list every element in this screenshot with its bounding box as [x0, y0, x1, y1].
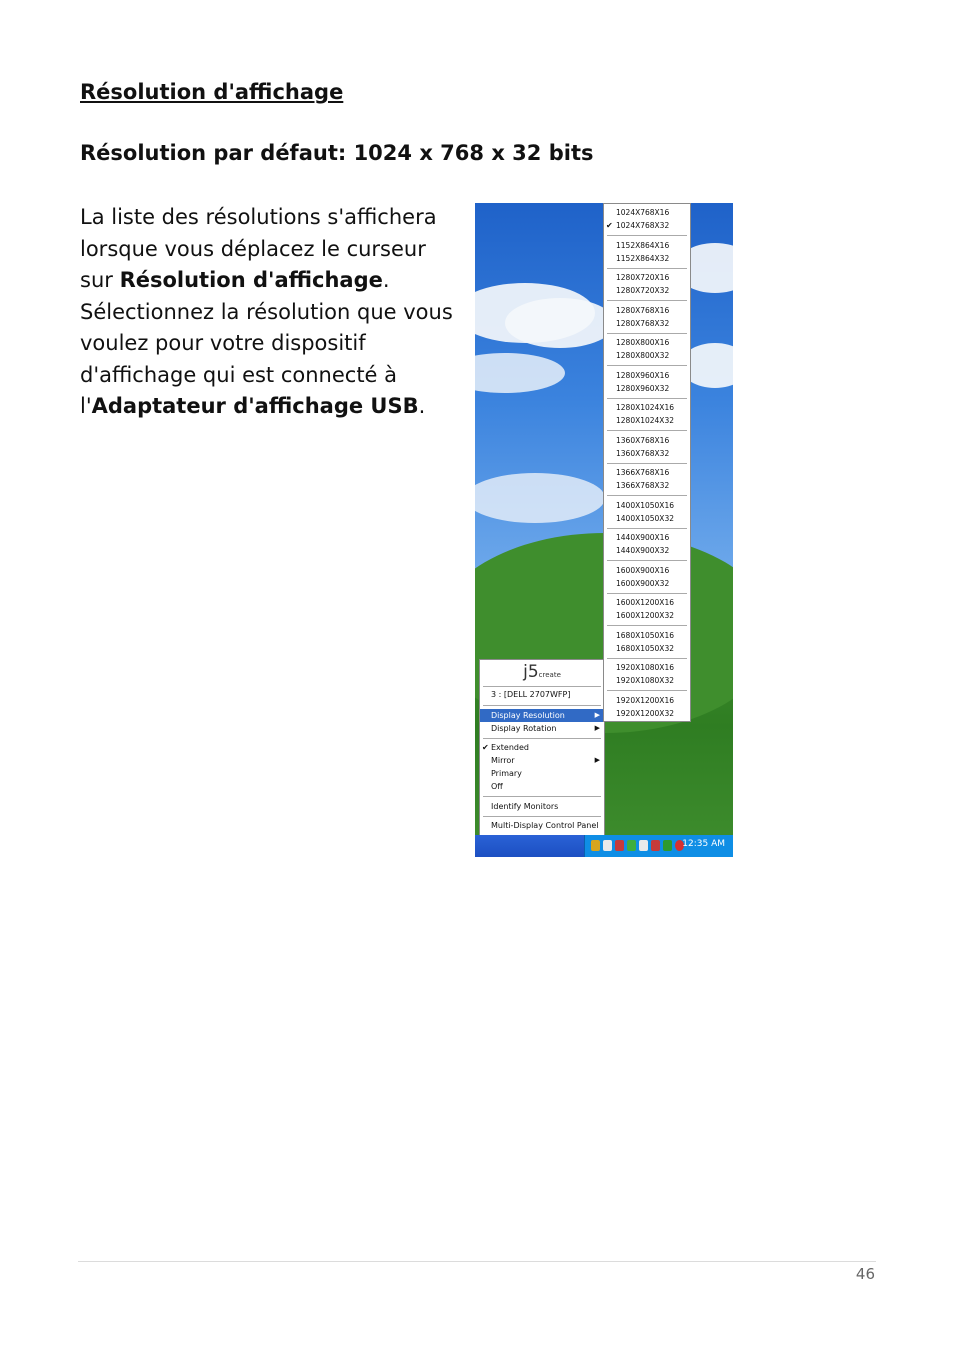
cloud — [475, 473, 605, 523]
resolution-submenu — [603, 203, 691, 722]
resolution-label: 1920X1080X16 — [616, 663, 674, 672]
submenu-separator — [607, 430, 687, 431]
submenu-separator — [607, 235, 687, 236]
resolution-option[interactable] — [604, 531, 690, 544]
resolution-label: 1280X768X16 — [616, 305, 670, 315]
resolution-option[interactable] — [604, 577, 690, 590]
resolution-option[interactable] — [604, 674, 690, 687]
submenu-separator — [607, 690, 687, 691]
j5-logo — [480, 660, 604, 686]
resolution-label: 1280X720X16 — [616, 273, 670, 282]
resolution-option[interactable] — [604, 564, 690, 577]
tray-icon[interactable] — [651, 840, 660, 851]
resolution-option[interactable] — [604, 271, 690, 284]
resolution-label: 1280X768X32 — [616, 318, 670, 328]
paragraph-text-3: . — [418, 394, 426, 418]
resolution-option[interactable] — [604, 219, 690, 232]
menu-separator — [483, 816, 601, 817]
system-tray — [584, 835, 733, 857]
resolution-option[interactable] — [604, 512, 690, 525]
submenu-separator — [607, 398, 687, 399]
resolution-label: 1920X1200X32 — [616, 708, 674, 718]
submenu-separator — [607, 658, 687, 659]
resolution-label: 1280X1024X32 — [616, 416, 674, 425]
resolution-option[interactable] — [604, 401, 690, 414]
resolution-label: 1440X900X32 — [616, 546, 670, 555]
menu-screenshot — [475, 203, 733, 857]
menu-separator — [483, 738, 601, 739]
tray-icon[interactable] — [591, 840, 600, 851]
resolution-label: 1280X800X32 — [616, 351, 670, 360]
resolution-option[interactable] — [604, 284, 690, 297]
resolution-option[interactable] — [604, 499, 690, 512]
menu-item-mirror[interactable] — [480, 754, 604, 767]
tray-icon[interactable] — [639, 840, 648, 851]
resolution-option[interactable] — [604, 382, 690, 395]
resolution-label: 1360X768X32 — [616, 448, 670, 458]
resolution-label: 1920X1200X16 — [616, 695, 674, 705]
resolution-option[interactable] — [604, 479, 690, 492]
resolution-option[interactable] — [604, 304, 690, 317]
resolution-option[interactable] — [604, 661, 690, 674]
resolution-label: 1280X1024X16 — [616, 403, 674, 412]
menu-item-off[interactable]: Off — [491, 782, 503, 791]
resolution-option[interactable] — [604, 414, 690, 427]
clock: 12:35 AM — [682, 839, 725, 849]
resolution-label: 1152X864X16 — [616, 240, 670, 250]
resolution-option[interactable] — [604, 694, 690, 707]
resolution-label: 1152X864X32 — [616, 253, 670, 263]
resolution-option[interactable] — [604, 336, 690, 349]
tray-icon[interactable] — [627, 840, 636, 851]
resolution-label: 1600X900X16 — [616, 565, 670, 575]
resolution-label: 1920X1080X32 — [616, 676, 674, 685]
resolution-label: 1280X800X16 — [616, 338, 670, 347]
resolution-option[interactable] — [604, 434, 690, 447]
resolution-option[interactable] — [604, 544, 690, 557]
resolution-label: 1440X900X16 — [616, 533, 670, 542]
paragraph-text-1: La liste des résolutions s'affichera lorsque vous déplacez le curseur sur — [80, 205, 437, 292]
resolution-option[interactable] — [604, 206, 690, 219]
tray-icon[interactable] — [663, 840, 672, 851]
paragraph-text-2: . Sélectionnez la résolution que vous voulez pour votre dispositif d'affichage qui est connecté à l' — [80, 268, 453, 418]
resolution-label: 1680X1050X16 — [616, 630, 674, 640]
paragraph-bold-1: Résolution d'affichage — [119, 268, 383, 292]
menu-item-control-panel[interactable]: Multi-Display Control Panel — [491, 821, 599, 830]
resolution-option[interactable] — [604, 369, 690, 382]
resolution-option[interactable] — [604, 317, 690, 330]
checkmark-icon: ✔ — [482, 743, 489, 752]
default-resolution-heading: Résolution par défaut: 1024 x 768 x 32 bits — [80, 141, 594, 165]
submenu-separator — [607, 463, 687, 464]
menu-item-display-rotation[interactable] — [480, 722, 604, 735]
submenu-separator — [607, 300, 687, 301]
menu-item-identify-monitors[interactable]: Identify Monitors — [491, 802, 559, 811]
logo-text: j5 — [523, 662, 539, 682]
resolution-option[interactable] — [604, 239, 690, 252]
resolution-label: 1680X1050X32 — [616, 643, 674, 653]
resolution-label: 1280X960X16 — [616, 370, 670, 380]
submenu-separator — [607, 365, 687, 366]
submenu-separator — [607, 333, 687, 334]
resolution-option[interactable] — [604, 642, 690, 655]
submenu-separator — [607, 495, 687, 496]
menu-item-label: Mirror — [491, 756, 515, 765]
resolution-label: 1360X768X16 — [616, 435, 670, 445]
checkmark-icon: ✔ — [606, 221, 613, 230]
menu-separator — [483, 686, 601, 687]
resolution-option[interactable] — [604, 466, 690, 479]
section-heading: Résolution d'affichage — [80, 80, 344, 104]
instruction-paragraph — [80, 202, 460, 423]
menu-item-extended[interactable] — [480, 741, 604, 754]
tray-icon[interactable] — [603, 840, 612, 851]
tray-icon[interactable] — [615, 840, 624, 851]
resolution-option[interactable] — [604, 447, 690, 460]
resolution-label: 1280X720X32 — [616, 286, 670, 295]
resolution-label: 1024X768X16 — [616, 208, 670, 217]
resolution-option[interactable] — [604, 707, 690, 720]
menu-item-label: Display Resolution — [491, 711, 565, 720]
footer-divider — [78, 1261, 876, 1262]
resolution-option[interactable] — [604, 629, 690, 642]
resolution-label: 1366X768X32 — [616, 481, 670, 490]
menu-item-display-resolution[interactable] — [480, 709, 604, 722]
logo-suffix: create — [538, 671, 561, 679]
cloud — [505, 298, 615, 348]
taskbar — [475, 835, 733, 857]
submenu-arrow-icon: ▶ — [594, 724, 600, 732]
tray-icons — [591, 840, 684, 852]
menu-separator — [483, 705, 601, 706]
resolution-label: 1400X1050X16 — [616, 500, 674, 510]
submenu-arrow-icon: ▶ — [594, 756, 600, 764]
monitor-label: 3 : [DELL 2707WFP] — [491, 690, 571, 699]
context-menu — [479, 659, 605, 851]
resolution-label: 1400X1050X32 — [616, 513, 674, 523]
submenu-separator — [607, 528, 687, 529]
paragraph-bold-2: Adaptateur d'affichage USB — [91, 394, 419, 418]
submenu-separator — [607, 560, 687, 561]
resolution-option[interactable] — [604, 349, 690, 362]
resolution-option[interactable] — [604, 596, 690, 609]
menu-item-label: Display Rotation — [491, 724, 557, 733]
page-number: 46 — [855, 1265, 875, 1283]
cloud — [475, 353, 565, 393]
resolution-label: 1366X768X16 — [616, 468, 670, 477]
submenu-arrow-icon: ▶ — [594, 711, 600, 719]
resolution-label: 1280X960X32 — [616, 383, 670, 393]
menu-item-primary[interactable]: Primary — [491, 769, 522, 778]
resolution-label: 1024X768X32 — [616, 221, 670, 230]
submenu-separator — [607, 593, 687, 594]
resolution-option[interactable] — [604, 609, 690, 622]
resolution-label: 1600X900X32 — [616, 578, 670, 588]
submenu-separator — [607, 268, 687, 269]
resolution-option[interactable] — [604, 252, 690, 265]
resolution-label: 1600X1200X32 — [616, 611, 674, 620]
menu-separator — [483, 796, 601, 797]
menu-item-label: Extended — [491, 743, 529, 752]
submenu-separator — [607, 625, 687, 626]
resolution-label: 1600X1200X16 — [616, 598, 674, 607]
